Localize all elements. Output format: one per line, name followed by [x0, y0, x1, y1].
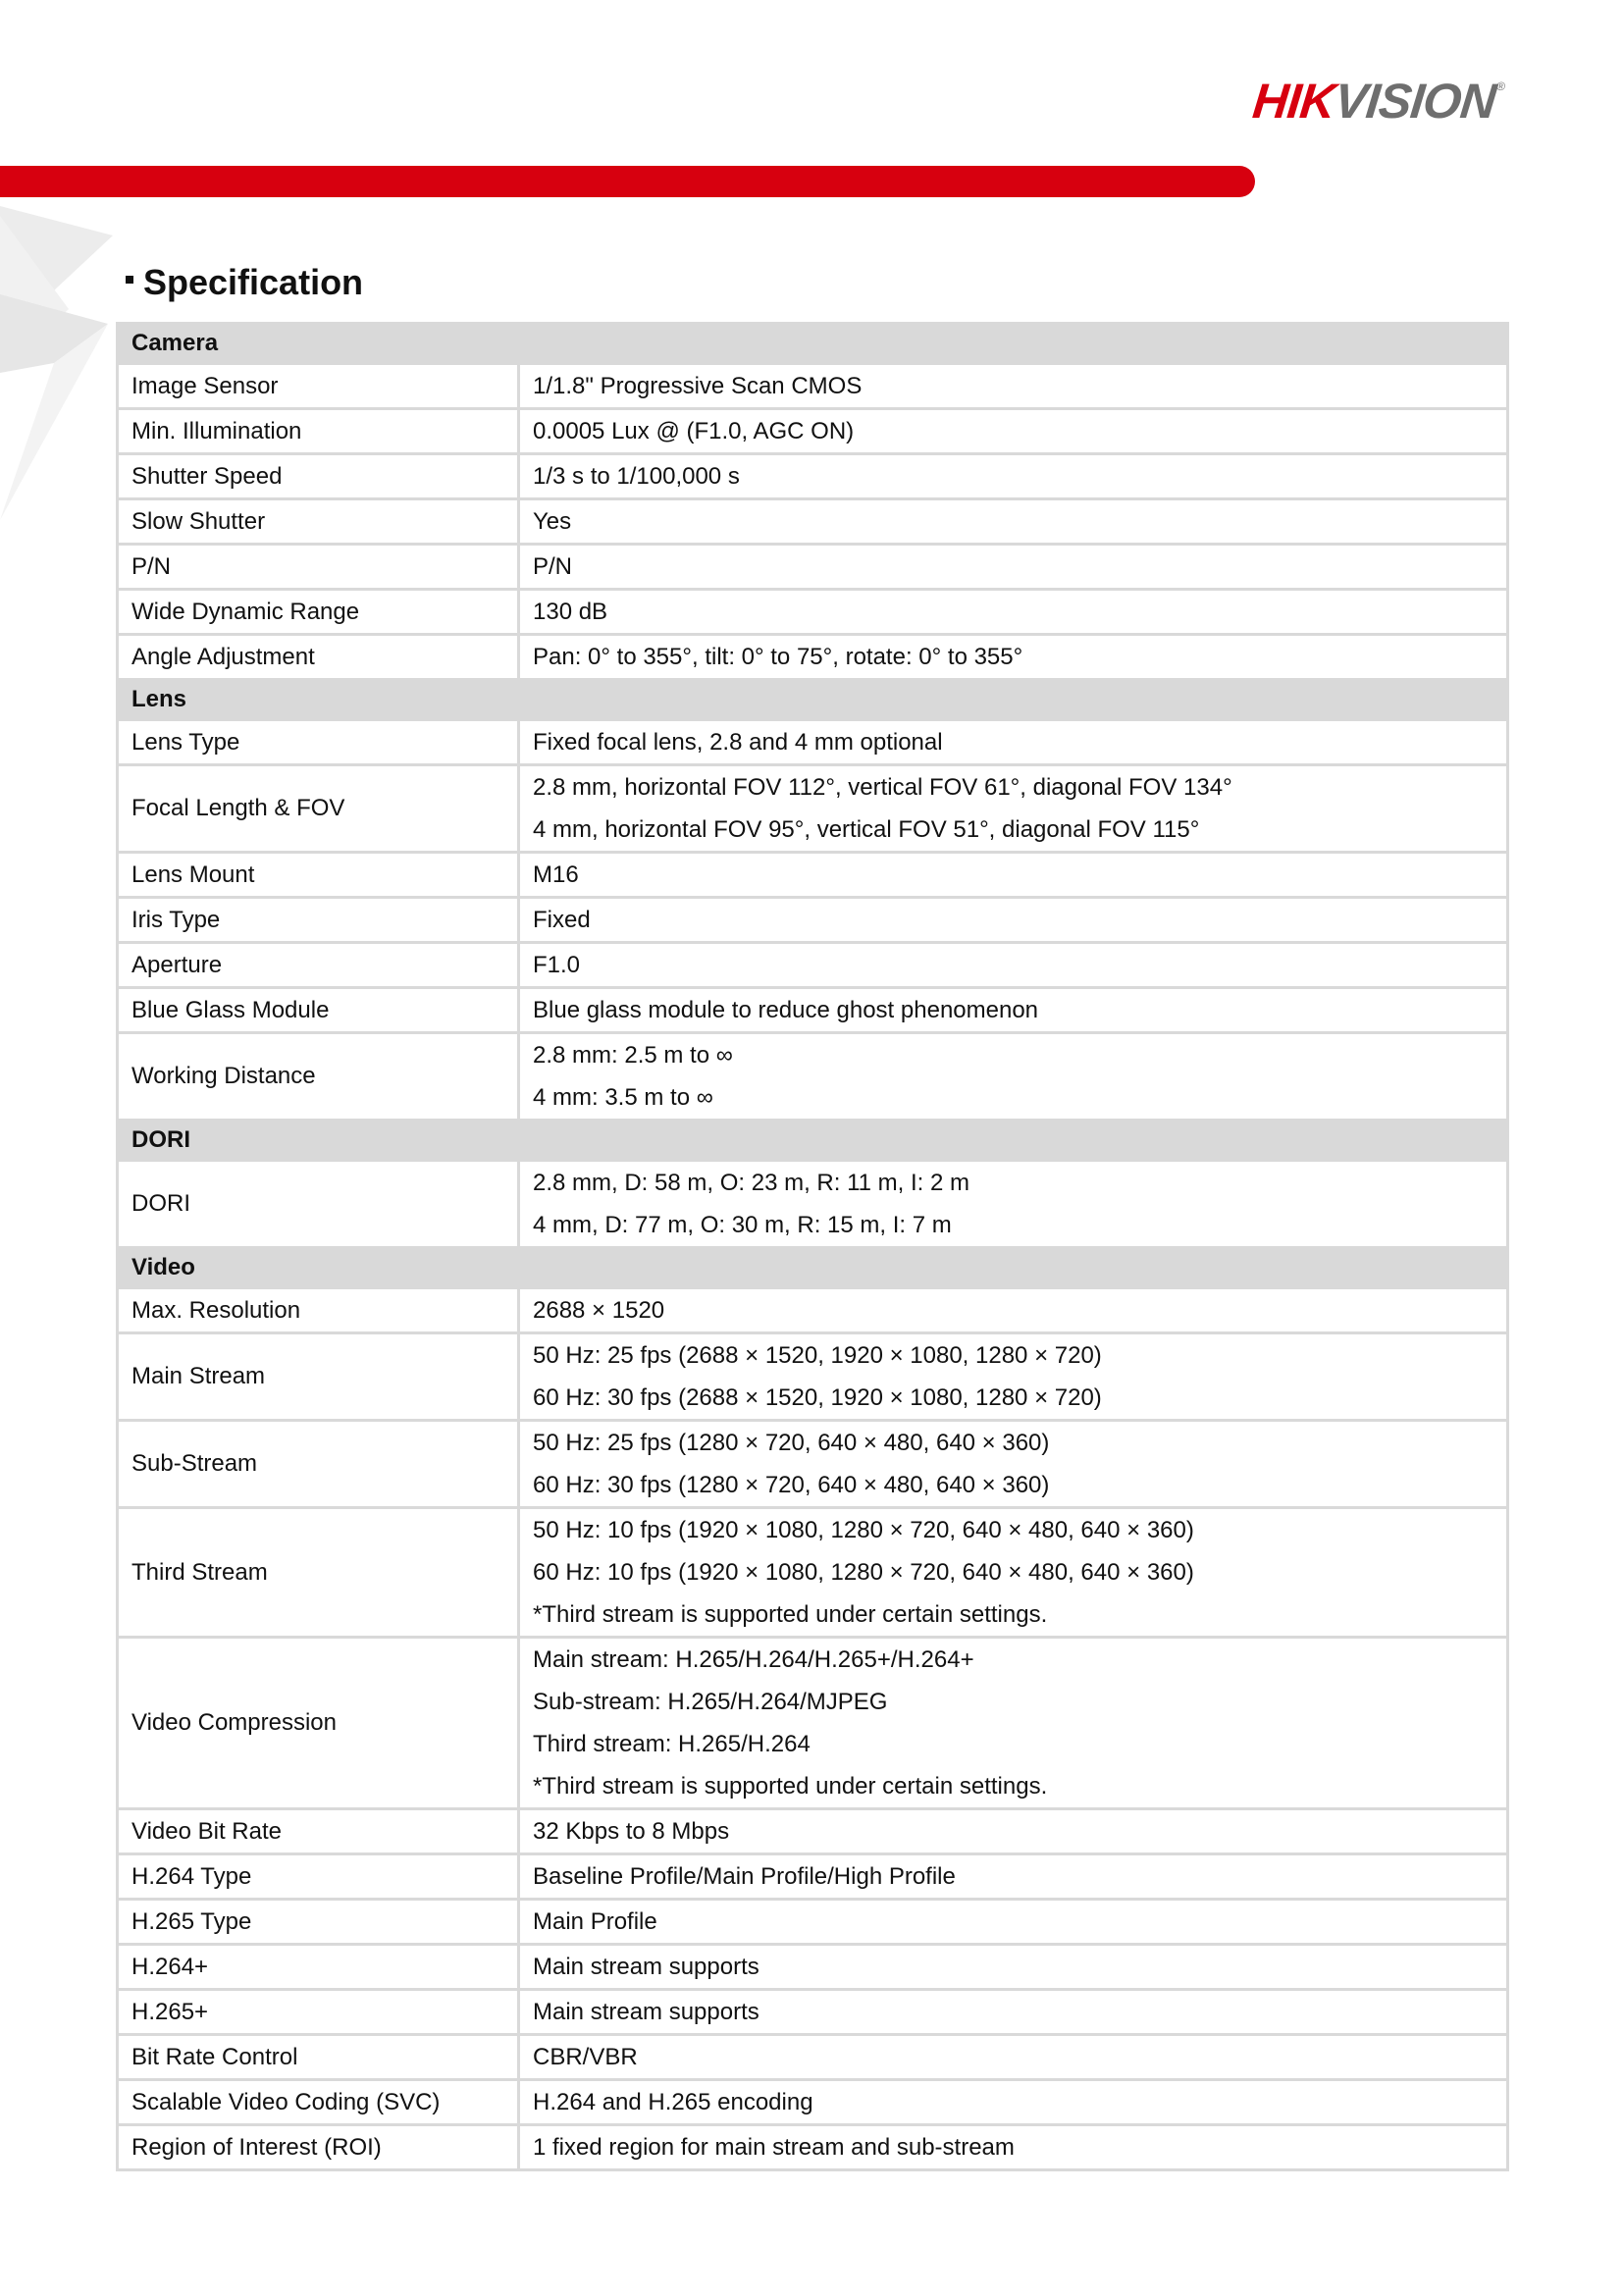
spec-value-line: Pan: 0° to 355°, tilt: 0° to 75°, rotate: 0° to 355°: [533, 644, 1023, 670]
spec-value: [519, 988, 1508, 1033]
spec-label: Third Stream: [118, 1508, 519, 1638]
spec-value: [519, 1288, 1508, 1333]
spec-value-line: Main stream supports: [533, 1999, 759, 2025]
spec-label: DORI: [118, 1161, 519, 1248]
spec-row: [118, 2035, 1508, 2080]
square-bullet-icon: [126, 276, 133, 284]
spec-value-line: *Third stream is supported under certain settings.: [533, 1773, 1048, 1800]
spec-value: [519, 898, 1508, 943]
spec-label: Wide Dynamic Range: [118, 590, 519, 635]
spec-value-line: 60 Hz: 30 fps (1280 × 720, 640 × 480, 640 × 360): [533, 1472, 1050, 1498]
spec-label: Lens Mount: [118, 853, 519, 898]
spec-value: [519, 1854, 1508, 1900]
spec-label: Video Compression: [118, 1638, 519, 1809]
spec-row: [118, 1033, 1508, 1121]
logo-part-red: HIK: [1250, 74, 1338, 129]
spec-row: [118, 765, 1508, 853]
spec-value: [519, 635, 1508, 680]
spec-value: [519, 765, 1508, 853]
spec-value-line: 2688 × 1520: [533, 1297, 665, 1324]
spec-row: [118, 1333, 1508, 1421]
spec-value-line: *Third stream is supported under certain settings.: [533, 1601, 1048, 1628]
spec-value-line: 1/3 s to 1/100,000 s: [533, 463, 740, 490]
spec-label: Lens Type: [118, 720, 519, 765]
hikvision-logo: [1250, 74, 1505, 129]
spec-label: Working Distance: [118, 1033, 519, 1121]
spec-value: [519, 1900, 1508, 1945]
spec-value: [519, 1990, 1508, 2035]
spec-label: Image Sensor: [118, 364, 519, 409]
section-header-dori: [118, 1121, 1508, 1161]
section-title: DORI: [118, 1121, 1508, 1161]
spec-value-line: H.264 and H.265 encoding: [533, 2089, 813, 2115]
spec-label: Slow Shutter: [118, 499, 519, 545]
spec-label: H.264+: [118, 1945, 519, 1990]
spec-value-line: Main stream supports: [533, 1954, 759, 1980]
spec-label: Blue Glass Module: [118, 988, 519, 1033]
spec-value-line: Main stream: H.265/H.264/H.265+/H.264+: [533, 1646, 974, 1673]
spec-label: Aperture: [118, 943, 519, 988]
spec-value: [519, 2125, 1508, 2170]
spec-value: [519, 1161, 1508, 1248]
spec-label: Shutter Speed: [118, 454, 519, 499]
spec-label: Scalable Video Coding (SVC): [118, 2080, 519, 2125]
registered-mark: ®: [1495, 79, 1505, 93]
spec-label: Bit Rate Control: [118, 2035, 519, 2080]
spec-row: [118, 1508, 1508, 1638]
spec-value: [519, 1945, 1508, 1990]
spec-label: Iris Type: [118, 898, 519, 943]
spec-value-line: Fixed: [533, 907, 591, 933]
spec-value-line: 130 dB: [533, 599, 608, 625]
spec-row: [118, 1809, 1508, 1854]
spec-value-line: 60 Hz: 10 fps (1920 × 1080, 1280 × 720, 640 × 480, 640 × 360): [533, 1559, 1194, 1586]
spec-row: [118, 1288, 1508, 1333]
spec-label: Angle Adjustment: [118, 635, 519, 680]
page-title-text: Specification: [143, 262, 364, 302]
spec-value-line: Main Profile: [533, 1908, 657, 1935]
spec-value: [519, 1421, 1508, 1508]
spec-label: H.265+: [118, 1990, 519, 2035]
spec-label: P/N: [118, 545, 519, 590]
spec-row: [118, 454, 1508, 499]
section-header-lens: [118, 680, 1508, 720]
section-title: Camera: [118, 324, 1508, 364]
spec-value: [519, 1638, 1508, 1809]
spec-row: [118, 590, 1508, 635]
spec-row: [118, 853, 1508, 898]
spec-label: Min. Illumination: [118, 409, 519, 454]
spec-value-line: 50 Hz: 25 fps (2688 × 1520, 1920 × 1080, 1280 × 720): [533, 1342, 1102, 1369]
spec-value-line: 0.0005 Lux @ (F1.0, AGC ON): [533, 418, 855, 444]
page-title: [126, 262, 364, 302]
spec-value-line: P/N: [533, 553, 573, 580]
spec-row: [118, 898, 1508, 943]
spec-row: [118, 1900, 1508, 1945]
spec-row: [118, 1854, 1508, 1900]
decorative-star-watermark: [0, 196, 128, 530]
header-red-bar: [0, 166, 1255, 197]
spec-value: [519, 853, 1508, 898]
spec-value-line: Baseline Profile/Main Profile/High Profile: [533, 1863, 956, 1890]
spec-value: [519, 1033, 1508, 1121]
spec-row: [118, 635, 1508, 680]
spec-value: [519, 720, 1508, 765]
spec-value: [519, 454, 1508, 499]
spec-value-line: 32 Kbps to 8 Mbps: [533, 1818, 730, 1845]
spec-row: [118, 499, 1508, 545]
section-header-video: [118, 1248, 1508, 1288]
section-title: Video: [118, 1248, 1508, 1288]
spec-label: Region of Interest (ROI): [118, 2125, 519, 2170]
spec-value-line: 2.8 mm: 2.5 m to ∞: [533, 1042, 733, 1069]
section-title: Lens: [118, 680, 1508, 720]
spec-row: [118, 988, 1508, 1033]
spec-value-line: 1/1.8" Progressive Scan CMOS: [533, 373, 863, 399]
spec-row: [118, 943, 1508, 988]
spec-row: [118, 1161, 1508, 1248]
spec-row: [118, 2125, 1508, 2170]
spec-value-line: 50 Hz: 10 fps (1920 × 1080, 1280 × 720, 640 × 480, 640 × 360): [533, 1517, 1194, 1543]
spec-value: [519, 364, 1508, 409]
spec-row: [118, 720, 1508, 765]
spec-row: [118, 2080, 1508, 2125]
spec-value-line: Fixed focal lens, 2.8 and 4 mm optional: [533, 729, 943, 756]
spec-value-line: 50 Hz: 25 fps (1280 × 720, 640 × 480, 640 × 360): [533, 1430, 1050, 1456]
logo-part-gray: VISION: [1332, 74, 1498, 129]
spec-value-line: Blue glass module to reduce ghost phenomenon: [533, 997, 1039, 1023]
spec-row: [118, 1638, 1508, 1809]
spec-row: [118, 1421, 1508, 1508]
spec-value-line: M16: [533, 861, 579, 888]
specification-table: [116, 322, 1509, 2171]
spec-value: [519, 1809, 1508, 1854]
spec-value-line: 4 mm, horizontal FOV 95°, vertical FOV 51°, diagonal FOV 115°: [533, 816, 1200, 843]
spec-value: [519, 409, 1508, 454]
spec-row: [118, 409, 1508, 454]
spec-value: [519, 2035, 1508, 2080]
spec-label: H.264 Type: [118, 1854, 519, 1900]
spec-row: [118, 1990, 1508, 2035]
spec-label: Video Bit Rate: [118, 1809, 519, 1854]
spec-value-line: Sub-stream: H.265/H.264/MJPEG: [533, 1689, 888, 1715]
spec-value-line: 2.8 mm, D: 58 m, O: 23 m, R: 11 m, I: 2 m: [533, 1170, 969, 1196]
spec-value: [519, 499, 1508, 545]
spec-value-line: F1.0: [533, 952, 581, 978]
spec-value-line: 1 fixed region for main stream and sub-stream: [533, 2134, 1015, 2161]
spec-label: Focal Length & FOV: [118, 765, 519, 853]
spec-value-line: Yes: [533, 508, 572, 535]
spec-row: [118, 364, 1508, 409]
section-header-camera: [118, 324, 1508, 364]
spec-value-line: 2.8 mm, horizontal FOV 112°, vertical FOV 61°, diagonal FOV 134°: [533, 774, 1232, 801]
spec-label: Main Stream: [118, 1333, 519, 1421]
spec-value: [519, 1333, 1508, 1421]
spec-value-line: 4 mm, D: 77 m, O: 30 m, R: 15 m, I: 7 m: [533, 1212, 952, 1238]
spec-value-line: 60 Hz: 30 fps (2688 × 1520, 1920 × 1080, 1280 × 720): [533, 1384, 1102, 1411]
spec-row: [118, 545, 1508, 590]
spec-value: [519, 545, 1508, 590]
spec-value: [519, 590, 1508, 635]
spec-value-line: 4 mm: 3.5 m to ∞: [533, 1084, 713, 1111]
spec-label: Max. Resolution: [118, 1288, 519, 1333]
spec-value-line: Third stream: H.265/H.264: [533, 1731, 811, 1757]
spec-value-line: CBR/VBR: [533, 2044, 638, 2070]
spec-label: H.265 Type: [118, 1900, 519, 1945]
spec-row: [118, 1945, 1508, 1990]
spec-value: [519, 1508, 1508, 1638]
spec-value: [519, 943, 1508, 988]
spec-label: Sub-Stream: [118, 1421, 519, 1508]
spec-value: [519, 2080, 1508, 2125]
